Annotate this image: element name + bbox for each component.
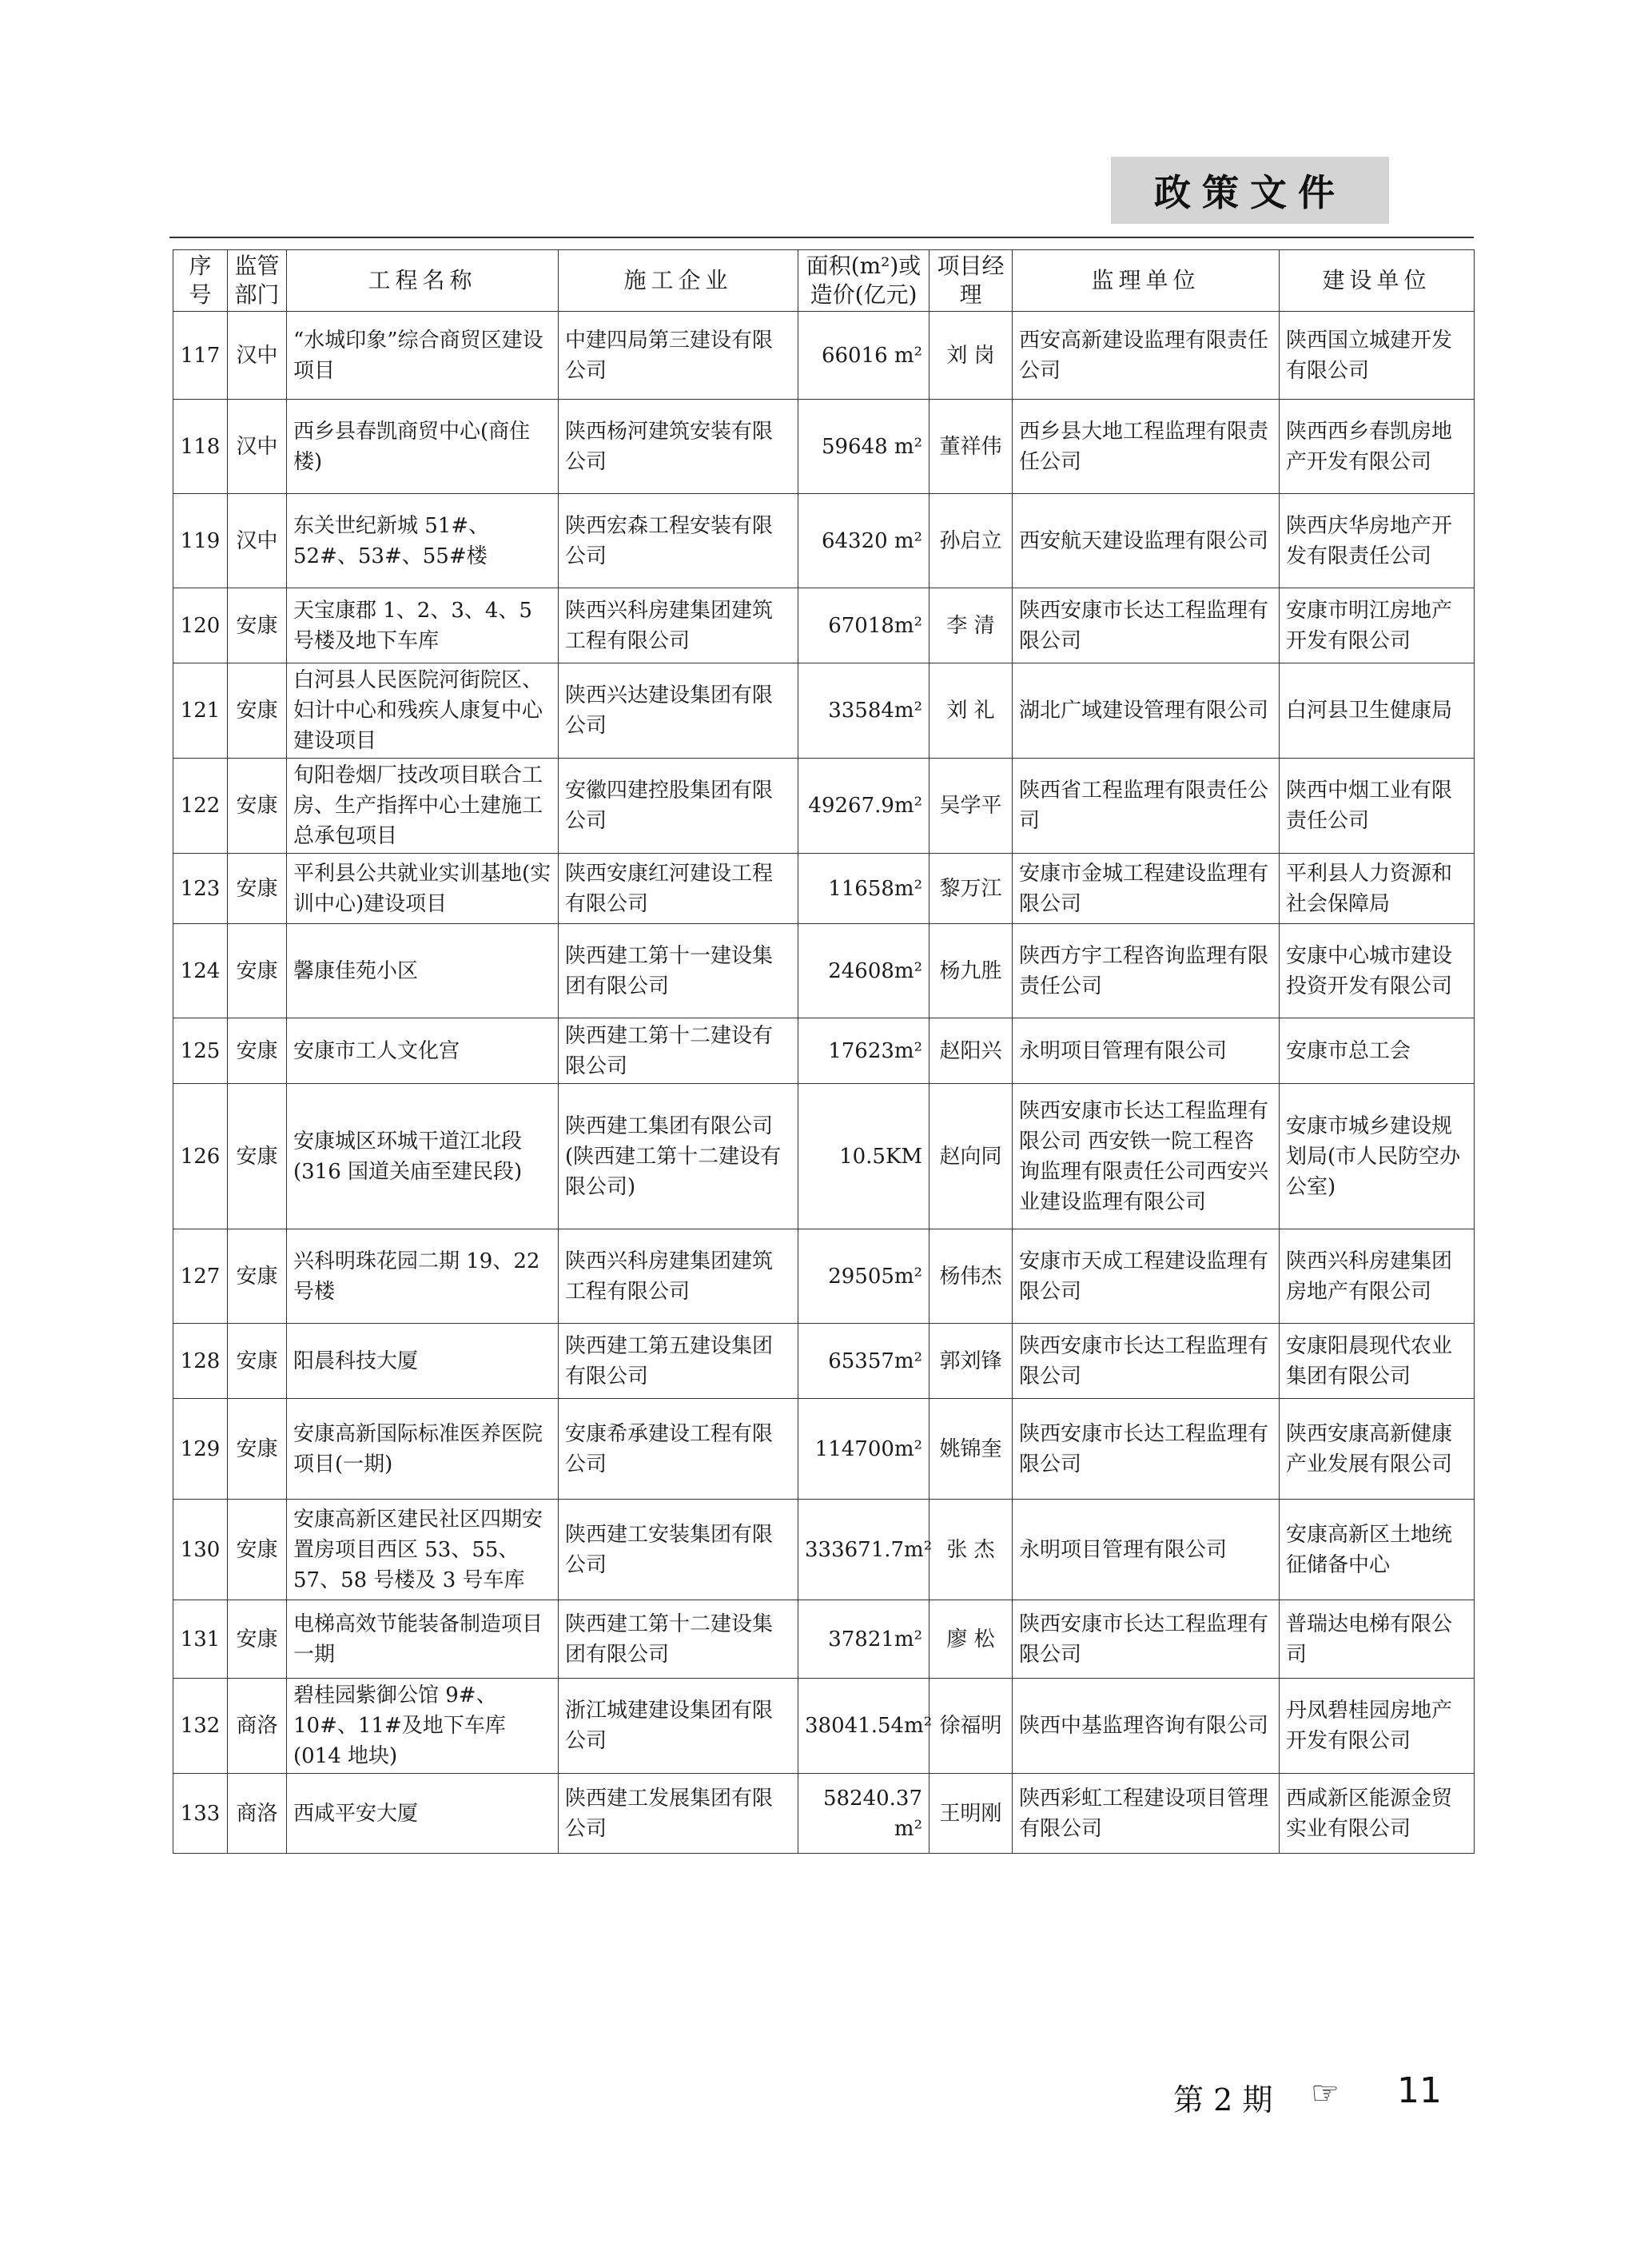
builder-cell: 中建四局第三建设有限公司	[559, 312, 798, 400]
owner-cell: 安康高新区土地统征储备中心	[1280, 1500, 1475, 1600]
table-header-row	[173, 250, 1475, 312]
owner-cell: 陕西国立城建开发有限公司	[1280, 312, 1475, 400]
builder-cell: 陕西建工第十二建设集团有限公司	[559, 1600, 798, 1679]
project-name-cell: 馨康佳苑小区	[287, 924, 559, 1018]
owner-cell: 平利县人力资源和社会保障局	[1280, 854, 1475, 924]
builder-cell: 陕西安康红河建设工程有限公司	[559, 854, 798, 924]
project-name-cell: 西乡县春凯商贸中心(商住楼)	[287, 400, 559, 494]
table-row	[173, 588, 1475, 663]
supervisor-cell: 安康市金城工程建设监理有限公司	[1013, 854, 1280, 924]
area-cell: 29505m²	[798, 1229, 929, 1324]
manager-cell: 杨九胜	[929, 924, 1013, 1018]
row-number: 130	[173, 1500, 228, 1600]
project-name-cell: 东关世纪新城 51#、52#、53#、55#楼	[287, 494, 559, 588]
row-number: 118	[173, 400, 228, 494]
row-number: 129	[173, 1399, 228, 1500]
builder-cell: 陕西杨河建筑安装有限公司	[559, 400, 798, 494]
area-cell: 67018m²	[798, 588, 929, 663]
supervisor-cell: 湖北广域建设管理有限公司	[1013, 663, 1280, 759]
projects-table	[173, 249, 1475, 1854]
section-title: 政策文件	[1111, 157, 1389, 224]
builder-cell: 陕西建工集团有限公司(陕西建工第十二建设有限公司)	[559, 1084, 798, 1229]
manager-cell: 姚锦奎	[929, 1399, 1013, 1500]
row-number: 125	[173, 1018, 228, 1084]
project-name-cell: 天宝康郡 1、2、3、4、5 号楼及地下车库	[287, 588, 559, 663]
dept-cell: 安康	[228, 1399, 287, 1500]
col-header-supervisor: 监理单位	[1013, 250, 1280, 312]
row-number: 128	[173, 1324, 228, 1399]
manager-cell: 刘 礼	[929, 663, 1013, 759]
builder-cell: 陕西兴科房建集团建筑工程有限公司	[559, 588, 798, 663]
builder-cell: 陕西建工发展集团有限公司	[559, 1774, 798, 1854]
area-cell: 38041.54m²	[798, 1679, 929, 1774]
col-header-owner: 建设单位	[1280, 250, 1475, 312]
owner-cell: 安康市城乡建设规划局(市人民防空办公室)	[1280, 1084, 1475, 1229]
owner-cell: 普瑞达电梯有限公司	[1280, 1600, 1475, 1679]
manager-cell: 郭刘锋	[929, 1324, 1013, 1399]
row-number: 126	[173, 1084, 228, 1229]
supervisor-cell: 陕西中基监理咨询有限公司	[1013, 1679, 1280, 1774]
row-number: 120	[173, 588, 228, 663]
builder-cell: 浙江城建建设集团有限公司	[559, 1679, 798, 1774]
project-name-cell: 安康高新区建民社区四期安置房项目西区 53、55、57、58 号楼及 3 号车库	[287, 1500, 559, 1600]
supervisor-cell: 西安高新建设监理有限责任公司	[1013, 312, 1280, 400]
project-name-cell: 碧桂园紫御公馆 9#、10#、11#及地下车库(014 地块)	[287, 1679, 559, 1774]
table-row	[173, 400, 1475, 494]
supervisor-cell: 陕西安康市长达工程监理有限公司	[1013, 588, 1280, 663]
table-row	[173, 1679, 1475, 1774]
table-row	[173, 1600, 1475, 1679]
project-name-cell: 旬阳卷烟厂技改项目联合工房、生产指挥中心土建施工总承包项目	[287, 759, 559, 854]
manager-cell: 刘 岗	[929, 312, 1013, 400]
col-header-area: 面积(m²)或造价(亿元)	[798, 250, 929, 312]
builder-cell: 陕西兴科房建集团建筑工程有限公司	[559, 1229, 798, 1324]
row-number: 123	[173, 854, 228, 924]
owner-cell: 安康阳晨现代农业集团有限公司	[1280, 1324, 1475, 1399]
owner-cell: 安康中心城市建设投资开发有限公司	[1280, 924, 1475, 1018]
col-header-project: 工程名称	[287, 250, 559, 312]
supervisor-cell: 陕西安康市长达工程监理有限公司	[1013, 1399, 1280, 1500]
table-row	[173, 1324, 1475, 1399]
area-cell: 58240.37 m²	[798, 1774, 929, 1854]
dept-cell: 商洛	[228, 1774, 287, 1854]
dept-cell: 安康	[228, 1084, 287, 1229]
dept-cell: 安康	[228, 854, 287, 924]
row-number: 121	[173, 663, 228, 759]
table-row	[173, 924, 1475, 1018]
dept-cell: 汉中	[228, 312, 287, 400]
dept-cell: 安康	[228, 1229, 287, 1324]
table-row	[173, 854, 1475, 924]
dept-cell: 商洛	[228, 1679, 287, 1774]
manager-cell: 孙启立	[929, 494, 1013, 588]
project-name-cell: 平利县公共就业实训基地(实训中心)建设项目	[287, 854, 559, 924]
page-number: 11	[1397, 2070, 1442, 2111]
manager-cell: 赵向同	[929, 1084, 1013, 1229]
builder-cell: 陕西建工安装集团有限公司	[559, 1500, 798, 1600]
table-row	[173, 1399, 1475, 1500]
row-number: 127	[173, 1229, 228, 1324]
supervisor-cell: 陕西彩虹工程建设项目管理有限公司	[1013, 1774, 1280, 1854]
area-cell: 65357m²	[798, 1324, 929, 1399]
supervisor-cell: 陕西安康市长达工程监理有限公司	[1013, 1324, 1280, 1399]
table-row	[173, 312, 1475, 400]
area-cell: 59648 m²	[798, 400, 929, 494]
manager-cell: 王明刚	[929, 1774, 1013, 1854]
dept-cell: 安康	[228, 1600, 287, 1679]
supervisor-cell: 安康市天成工程建设监理有限公司	[1013, 1229, 1280, 1324]
manager-cell: 杨伟杰	[929, 1229, 1013, 1324]
header-rule	[169, 237, 1474, 238]
owner-cell: 白河县卫生健康局	[1280, 663, 1475, 759]
owner-cell: 陕西兴科房建集团房地产有限公司	[1280, 1229, 1475, 1324]
area-cell: 333671.7m²	[798, 1500, 929, 1600]
row-number: 119	[173, 494, 228, 588]
supervisor-cell: 陕西安康市长达工程监理有限公司	[1013, 1600, 1280, 1679]
project-name-cell: “水城印象”综合商贸区建设项目	[287, 312, 559, 400]
table-row	[173, 1084, 1475, 1229]
owner-cell: 西咸新区能源金贸实业有限公司	[1280, 1774, 1475, 1854]
manager-cell: 张 杰	[929, 1500, 1013, 1600]
table-row	[173, 1500, 1475, 1600]
manager-cell: 李 清	[929, 588, 1013, 663]
table-row	[173, 494, 1475, 588]
area-cell: 37821m²	[798, 1600, 929, 1679]
supervisor-cell: 陕西省工程监理有限责任公司	[1013, 759, 1280, 854]
row-number: 132	[173, 1679, 228, 1774]
dept-cell: 汉中	[228, 494, 287, 588]
owner-cell: 丹凤碧桂园房地产开发有限公司	[1280, 1679, 1475, 1774]
project-name-cell: 白河县人民医院河街院区、妇计中心和残疾人康复中心建设项目	[287, 663, 559, 759]
table-row	[173, 759, 1475, 854]
area-cell: 33584m²	[798, 663, 929, 759]
area-cell: 10.5KM	[798, 1084, 929, 1229]
owner-cell: 安康市明江房地产开发有限公司	[1280, 588, 1475, 663]
supervisor-cell: 西安航天建设监理有限公司	[1013, 494, 1280, 588]
manager-cell: 黎万江	[929, 854, 1013, 924]
dept-cell: 安康	[228, 1324, 287, 1399]
dept-cell: 安康	[228, 1018, 287, 1084]
project-name-cell: 安康城区环城干道江北段(316 国道关庙至建民段)	[287, 1084, 559, 1229]
builder-cell: 陕西建工第十一建设集团有限公司	[559, 924, 798, 1018]
manager-cell: 赵阳兴	[929, 1018, 1013, 1084]
table-row	[173, 1018, 1475, 1084]
owner-cell: 陕西安康高新健康产业发展有限公司	[1280, 1399, 1475, 1500]
row-number: 122	[173, 759, 228, 854]
area-cell: 64320 m²	[798, 494, 929, 588]
builder-cell: 陕西宏森工程安装有限公司	[559, 494, 798, 588]
area-cell: 49267.9m²	[798, 759, 929, 854]
supervisor-cell: 永明项目管理有限公司	[1013, 1018, 1280, 1084]
table-row	[173, 663, 1475, 759]
owner-cell: 安康市总工会	[1280, 1018, 1475, 1084]
supervisor-cell: 西乡县大地工程监理有限责任公司	[1013, 400, 1280, 494]
col-header-dept: 监管部门	[228, 250, 287, 312]
manager-cell: 徐福明	[929, 1679, 1013, 1774]
builder-cell: 安康希承建设工程有限公司	[559, 1399, 798, 1500]
project-name-cell: 阳晨科技大厦	[287, 1324, 559, 1399]
project-name-cell: 西咸平安大厦	[287, 1774, 559, 1854]
builder-cell: 陕西兴达建设集团有限公司	[559, 663, 798, 759]
supervisor-cell: 陕西方宇工程咨询监理有限责任公司	[1013, 924, 1280, 1018]
project-name-cell: 电梯高效节能装备制造项目一期	[287, 1600, 559, 1679]
area-cell: 114700m²	[798, 1399, 929, 1500]
dept-cell: 汉中	[228, 400, 287, 494]
dept-cell: 安康	[228, 1500, 287, 1600]
manager-cell: 吴学平	[929, 759, 1013, 854]
project-name-cell: 安康市工人文化宫	[287, 1018, 559, 1084]
row-number: 131	[173, 1600, 228, 1679]
table-row	[173, 1774, 1475, 1854]
col-header-manager: 项目经理	[929, 250, 1013, 312]
row-number: 133	[173, 1774, 228, 1854]
supervisor-cell: 永明项目管理有限公司	[1013, 1500, 1280, 1600]
col-header-no: 序号	[173, 250, 228, 312]
manager-cell: 董祥伟	[929, 400, 1013, 494]
project-name-cell: 安康高新国际标准医养医院项目(一期)	[287, 1399, 559, 1500]
pointing-hand-icon: ☞	[1311, 2075, 1340, 2112]
dept-cell: 安康	[228, 588, 287, 663]
owner-cell: 陕西中烟工业有限责任公司	[1280, 759, 1475, 854]
builder-cell: 陕西建工第十二建设有限公司	[559, 1018, 798, 1084]
dept-cell: 安康	[228, 924, 287, 1018]
area-cell: 11658m²	[798, 854, 929, 924]
issue-label: 第 2 期	[1173, 2082, 1273, 2118]
row-number: 124	[173, 924, 228, 1018]
table-row	[173, 1229, 1475, 1324]
row-number: 117	[173, 312, 228, 400]
owner-cell: 陕西庆华房地产开发有限责任公司	[1280, 494, 1475, 588]
builder-cell: 安徽四建控股集团有限公司	[559, 759, 798, 854]
col-header-builder: 施工企业	[559, 250, 798, 312]
dept-cell: 安康	[228, 663, 287, 759]
dept-cell: 安康	[228, 759, 287, 854]
manager-cell: 廖 松	[929, 1600, 1013, 1679]
project-name-cell: 兴科明珠花园二期 19、22号楼	[287, 1229, 559, 1324]
area-cell: 66016 m²	[798, 312, 929, 400]
owner-cell: 陕西西乡春凯房地产开发有限公司	[1280, 400, 1475, 494]
area-cell: 17623m²	[798, 1018, 929, 1084]
area-cell: 24608m²	[798, 924, 929, 1018]
builder-cell: 陕西建工第五建设集团有限公司	[559, 1324, 798, 1399]
supervisor-cell: 陕西安康市长达工程监理有限公司 西安铁一院工程咨询监理有限责任公司西安兴业建设监理有限公司	[1013, 1084, 1280, 1229]
